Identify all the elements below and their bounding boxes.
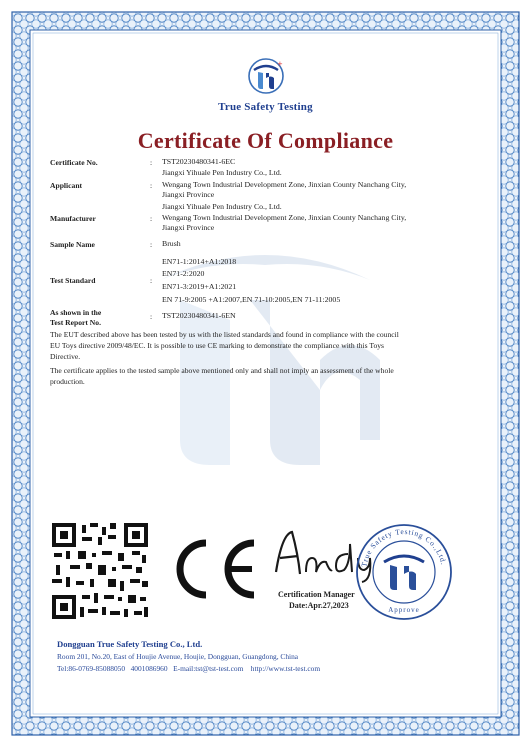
tst-logo-icon: [246, 56, 286, 96]
test-standard-label: Test Standard: [50, 276, 96, 285]
statement-line: Directive.: [50, 352, 81, 361]
applicant-name: Jiangxi Yihuale Pen Industry Co., Ltd.: [162, 168, 282, 177]
standard-item: EN71-3:2019+A1:2021: [162, 282, 237, 291]
certificate-no-value: TST20230480341-6EC: [162, 157, 236, 166]
certification-manager-label: Certification Manager: [278, 590, 355, 599]
report-label-line-2: Test Report No.: [50, 318, 101, 327]
colon: :: [150, 276, 153, 285]
colon: :: [150, 181, 153, 190]
applicant-address-line-1: Wengang Town Industrial Development Zone, Jinxian County Nanchang City,: [162, 180, 407, 189]
manufacturer-label: Manufacturer: [50, 214, 96, 223]
applicant-address-line-2: Jiangxi Province: [162, 190, 215, 199]
company-seal-stamp: [354, 522, 454, 622]
manufacturer-address-line-1: Wengang Town Industrial Development Zone, Jinxian County Nanchang City,: [162, 213, 407, 222]
sample-name-label: Sample Name: [50, 240, 95, 249]
standard-item: EN71-2:2020: [162, 269, 205, 278]
tel2-value: 4001086960: [130, 664, 168, 673]
website-link[interactable]: http://www.tst-test.com: [250, 664, 321, 673]
sample-name-value: Brush: [162, 239, 181, 248]
svg-text:Approve: Approve: [388, 606, 420, 614]
manufacturer-address-line-2: Jiangxi Province: [162, 223, 215, 232]
tel-value: 86-0769-85088050: [68, 664, 126, 673]
colon: :: [150, 312, 153, 321]
statement-line: EU Toys directive 2009/48/EC. It is possible to use CE marking to demonstrate the compliance with this Toys: [50, 341, 385, 350]
ce-mark-icon: [168, 537, 260, 601]
svg-text:True Safety Testing Co.,Ltd.: True Safety Testing Co.,Ltd.: [359, 526, 449, 568]
standard-item: EN71-1:2014+A1:2018: [162, 257, 237, 266]
applicant-label: Applicant: [50, 181, 83, 190]
email-label: E-mail:: [173, 664, 196, 673]
qr-code: [52, 523, 148, 619]
svg-text:+: +: [277, 60, 283, 68]
email-value: tst@tst-test.com: [195, 664, 244, 673]
statement-line: The EUT described above has been tested by us with the listed standards and found in compliance with the council: [50, 330, 399, 339]
certificate-no-label: Certificate No.: [50, 158, 98, 167]
standard-item: EN 71-9:2005 +A1:2007,EN 71-10:2005,EN 71-11:2005: [162, 295, 341, 304]
footer-contact: [57, 664, 320, 673]
report-no-value: TST20230480341-6EN: [162, 311, 236, 320]
report-label-line-1: As shown in the: [50, 308, 102, 317]
colon: :: [150, 158, 153, 167]
certificate-date: Date:Apr.27,2023: [289, 601, 349, 610]
statement-line: production.: [50, 377, 85, 386]
statement-line: The certificate applies to the tested sample above mentioned only and shall not imply an assessment of the whole: [50, 366, 394, 375]
certificate-title: Certificate Of Compliance: [137, 128, 394, 153]
footer-address: Room 201, No.20, East of Houjie Avenue, Houjie, Dongguan, Guangdong, China: [57, 652, 299, 661]
colon: :: [150, 240, 153, 249]
tel-label: Tel:: [57, 664, 69, 673]
manufacturer-name: Jiangxi Yihuale Pen Industry Co., Ltd.: [162, 202, 282, 211]
footer-company-name: Dongguan True Safety Testing Co., Ltd.: [57, 639, 203, 649]
brand-name: True Safety Testing: [218, 101, 313, 113]
colon: :: [150, 214, 153, 223]
